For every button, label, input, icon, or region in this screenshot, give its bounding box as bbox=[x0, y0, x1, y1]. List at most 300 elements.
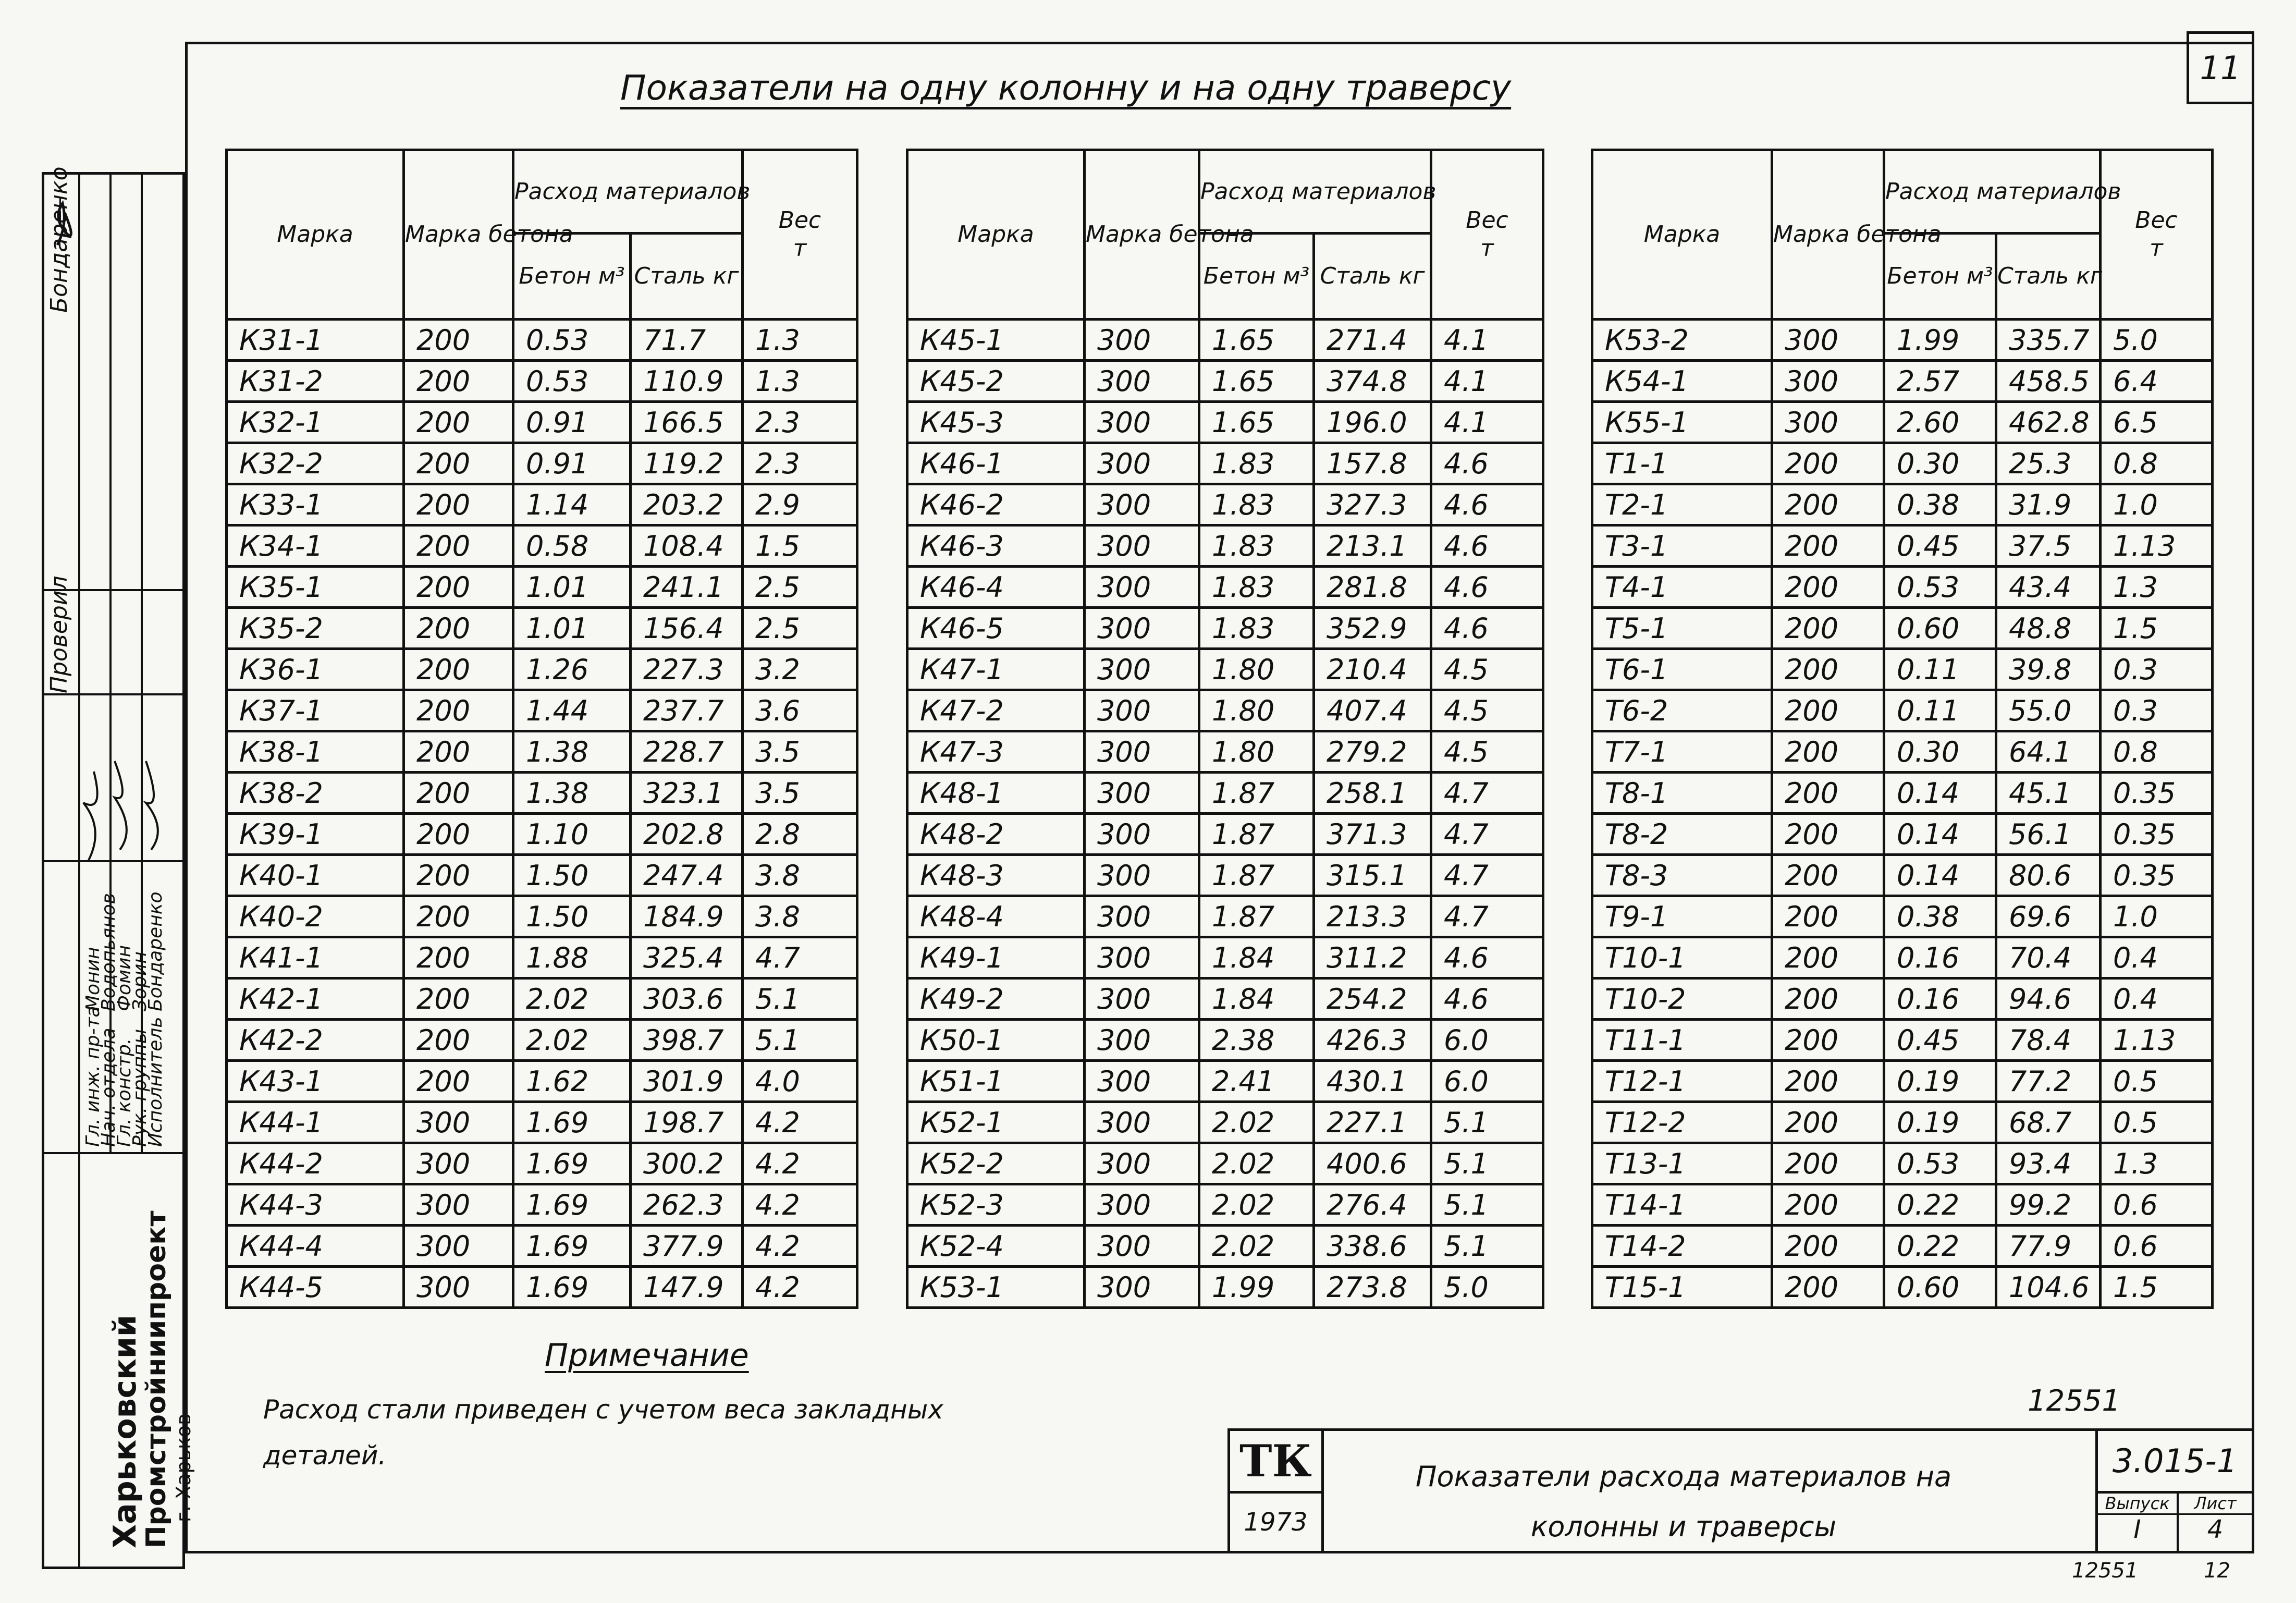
cell-marka-betona: 300 bbox=[1085, 1020, 1199, 1061]
cell-beton: 1.38 bbox=[513, 773, 631, 814]
cell-marka: К38-2 bbox=[227, 773, 404, 814]
table-row bbox=[227, 855, 857, 896]
cell-marka: К46-4 bbox=[907, 567, 1085, 608]
cell-ves: 4.6 bbox=[1431, 937, 1543, 978]
header-marka: Марка bbox=[227, 150, 404, 320]
cell-marka: К44-1 bbox=[227, 1102, 404, 1143]
cell-marka-betona: 200 bbox=[1772, 978, 1884, 1020]
header-marka: Марка bbox=[1592, 150, 1772, 320]
name-1: Монин bbox=[82, 947, 104, 1011]
cell-marka-betona: 300 bbox=[1085, 1226, 1199, 1267]
cell-ves: 3.8 bbox=[743, 855, 857, 896]
cell-beton: 2.02 bbox=[513, 978, 631, 1020]
cell-beton: 1.87 bbox=[1199, 855, 1314, 896]
cell-ves: 2.3 bbox=[743, 402, 857, 443]
cell-marka: К49-2 bbox=[907, 978, 1085, 1020]
cell-ves: 4.7 bbox=[743, 937, 857, 978]
cell-marka-betona: 200 bbox=[1772, 937, 1884, 978]
cell-stal: 55.0 bbox=[1996, 690, 2101, 731]
cell-stal: 327.3 bbox=[1314, 484, 1431, 525]
role-4: Рук. группы bbox=[129, 1029, 151, 1147]
cell-marka-betona: 200 bbox=[404, 690, 513, 731]
header-stal: Сталь кг bbox=[1314, 234, 1431, 320]
cell-beton: 1.62 bbox=[513, 1061, 631, 1102]
cell-marka: К52-2 bbox=[907, 1143, 1085, 1184]
cell-beton: 1.80 bbox=[1199, 690, 1314, 731]
page-title: Показатели на одну колонну и на одну траверсу bbox=[620, 68, 1512, 108]
cell-ves: 5.0 bbox=[2101, 320, 2213, 361]
stamp-logo: ТК bbox=[1230, 1431, 1324, 1494]
cell-ves: 4.6 bbox=[1431, 978, 1543, 1020]
cell-beton: 1.01 bbox=[513, 567, 631, 608]
cell-stal: 374.8 bbox=[1314, 361, 1431, 402]
cell-ves: 4.7 bbox=[1431, 855, 1543, 896]
cell-marka: К35-2 bbox=[227, 608, 404, 649]
table-row bbox=[1592, 731, 2213, 773]
cell-marka-betona: 200 bbox=[1772, 1226, 1884, 1267]
cell-ves: 3.5 bbox=[743, 731, 857, 773]
cell-marka: К31-1 bbox=[227, 320, 404, 361]
cell-stal: 227.3 bbox=[631, 649, 743, 690]
cell-beton: 2.60 bbox=[1884, 402, 1996, 443]
header-raskhod: Расход материалов bbox=[1884, 150, 2101, 234]
cell-marka: К44-3 bbox=[227, 1184, 404, 1226]
cell-marka: Т4-1 bbox=[1592, 567, 1772, 608]
cell-marka-betona: 300 bbox=[1085, 320, 1199, 361]
cell-ves: 2.9 bbox=[743, 484, 857, 525]
cell-marka: Т14-2 bbox=[1592, 1226, 1772, 1267]
cell-beton: 1.83 bbox=[1199, 608, 1314, 649]
table-row bbox=[907, 525, 1543, 567]
table-row bbox=[907, 443, 1543, 484]
cell-beton: 0.60 bbox=[1884, 1267, 1996, 1308]
cell-ves: 1.13 bbox=[2101, 525, 2213, 567]
cell-marka: Т1-1 bbox=[1592, 443, 1772, 484]
cell-ves: 2.3 bbox=[743, 443, 857, 484]
cell-marka-betona: 300 bbox=[1085, 731, 1199, 773]
sidebar-title-block bbox=[42, 166, 195, 1569]
cell-stal: 281.8 bbox=[1314, 567, 1431, 608]
cell-ves: 0.3 bbox=[2101, 649, 2213, 690]
cell-marka: К47-3 bbox=[907, 731, 1085, 773]
cell-marka-betona: 200 bbox=[1772, 1184, 1884, 1226]
cell-marka-betona: 300 bbox=[1085, 361, 1199, 402]
cell-stal: 430.1 bbox=[1314, 1061, 1431, 1102]
cell-marka-betona: 300 bbox=[1085, 1143, 1199, 1184]
cell-marka-betona: 300 bbox=[1772, 402, 1884, 443]
cell-ves: 0.4 bbox=[2101, 937, 2213, 978]
table-row bbox=[1592, 525, 2213, 567]
table-row bbox=[227, 402, 857, 443]
table-row bbox=[907, 320, 1543, 361]
checker-name: Бондаренко bbox=[46, 166, 72, 313]
materials-table-3 bbox=[1591, 149, 2214, 1309]
stamp-year: 1973 bbox=[1230, 1494, 1324, 1551]
header-ves: Вес т bbox=[743, 150, 857, 320]
header-marka-betona: Марка бетона bbox=[1085, 150, 1199, 320]
cell-stal: 70.4 bbox=[1996, 937, 2101, 978]
table-row bbox=[907, 567, 1543, 608]
cell-stal: 39.8 bbox=[1996, 649, 2101, 690]
header-ves: Вес т bbox=[2101, 150, 2213, 320]
cell-marka: К31-2 bbox=[227, 361, 404, 402]
cell-beton: 1.44 bbox=[513, 690, 631, 731]
cell-ves: 1.13 bbox=[2101, 1020, 2213, 1061]
cell-stal: 77.2 bbox=[1996, 1061, 2101, 1102]
cell-marka-betona: 200 bbox=[404, 937, 513, 978]
table-row bbox=[907, 896, 1543, 937]
list-value: 4 bbox=[2207, 1515, 2224, 1544]
cell-stal: 94.6 bbox=[1996, 978, 2101, 1020]
cell-ves: 1.0 bbox=[2101, 484, 2213, 525]
cell-marka: Т8-1 bbox=[1592, 773, 1772, 814]
cell-marka: К45-1 bbox=[907, 320, 1085, 361]
cell-ves: 0.6 bbox=[2101, 1226, 2213, 1267]
cell-marka: Т14-1 bbox=[1592, 1184, 1772, 1226]
cell-beton: 2.57 bbox=[1884, 361, 1996, 402]
cell-stal: 43.4 bbox=[1996, 567, 2101, 608]
table-row bbox=[907, 608, 1543, 649]
table-row bbox=[1592, 896, 2213, 937]
cell-marka: Т12-2 bbox=[1592, 1102, 1772, 1143]
cell-marka: К53-1 bbox=[907, 1267, 1085, 1308]
cell-marka: Т13-1 bbox=[1592, 1143, 1772, 1184]
cell-ves: 0.8 bbox=[2101, 731, 2213, 773]
cell-stal: 247.4 bbox=[631, 855, 743, 896]
cell-stal: 273.8 bbox=[1314, 1267, 1431, 1308]
cell-stal: 202.8 bbox=[631, 814, 743, 855]
cell-marka-betona: 200 bbox=[404, 402, 513, 443]
cell-stal: 25.3 bbox=[1996, 443, 2101, 484]
cell-stal: 64.1 bbox=[1996, 731, 2101, 773]
cell-stal: 166.5 bbox=[631, 402, 743, 443]
cell-marka: К46-3 bbox=[907, 525, 1085, 567]
cell-beton: 0.16 bbox=[1884, 978, 1996, 1020]
cell-stal: 400.6 bbox=[1314, 1143, 1431, 1184]
table-row bbox=[227, 320, 857, 361]
cell-ves: 4.2 bbox=[743, 1184, 857, 1226]
cell-marka-betona: 300 bbox=[1085, 649, 1199, 690]
table-row bbox=[1592, 1143, 2213, 1184]
cell-beton: 1.99 bbox=[1199, 1267, 1314, 1308]
cell-beton: 2.38 bbox=[1199, 1020, 1314, 1061]
cell-ves: 5.1 bbox=[1431, 1226, 1543, 1267]
cell-marka-betona: 200 bbox=[404, 896, 513, 937]
cell-ves: 1.5 bbox=[2101, 608, 2213, 649]
cell-marka: К52-4 bbox=[907, 1226, 1085, 1267]
cell-marka-betona: 200 bbox=[1772, 608, 1884, 649]
table-row bbox=[907, 855, 1543, 896]
cell-marka-betona: 300 bbox=[1085, 814, 1199, 855]
cell-marka-betona: 200 bbox=[1772, 525, 1884, 567]
table-row bbox=[1592, 937, 2213, 978]
cell-ves: 3.8 bbox=[743, 896, 857, 937]
cell-beton: 1.88 bbox=[513, 937, 631, 978]
cell-marka-betona: 200 bbox=[404, 525, 513, 567]
cell-beton: 0.53 bbox=[1884, 567, 1996, 608]
header-raskhod: Расход материалов bbox=[1199, 150, 1431, 234]
cell-stal: 77.9 bbox=[1996, 1226, 2101, 1267]
cell-marka: К42-1 bbox=[227, 978, 404, 1020]
cell-marka-betona: 200 bbox=[404, 484, 513, 525]
cell-marka-betona: 200 bbox=[404, 814, 513, 855]
cell-marka-betona: 200 bbox=[404, 855, 513, 896]
cell-marka-betona: 200 bbox=[404, 1061, 513, 1102]
cell-marka: К50-1 bbox=[907, 1020, 1085, 1061]
cell-stal: 99.2 bbox=[1996, 1184, 2101, 1226]
cell-beton: 1.26 bbox=[513, 649, 631, 690]
table-row bbox=[1592, 608, 2213, 649]
cell-marka-betona: 300 bbox=[1085, 1184, 1199, 1226]
table-row bbox=[227, 1226, 857, 1267]
table-row bbox=[1592, 1061, 2213, 1102]
cell-marka-betona: 300 bbox=[1085, 978, 1199, 1020]
check-label: Проверил bbox=[46, 576, 72, 693]
cell-ves: 0.8 bbox=[2101, 443, 2213, 484]
cell-marka-betona: 300 bbox=[1085, 525, 1199, 567]
cell-beton: 0.11 bbox=[1884, 649, 1996, 690]
table-row bbox=[1592, 978, 2213, 1020]
cell-marka: К44-4 bbox=[227, 1226, 404, 1267]
header-marka: Марка bbox=[907, 150, 1085, 320]
table-row bbox=[227, 1267, 857, 1308]
table-row bbox=[227, 1020, 857, 1061]
cell-stal: 213.3 bbox=[1314, 896, 1431, 937]
table-row bbox=[227, 649, 857, 690]
cell-beton: 1.65 bbox=[1199, 402, 1314, 443]
cell-beton: 0.53 bbox=[1884, 1143, 1996, 1184]
cell-beton: 1.87 bbox=[1199, 773, 1314, 814]
header-stal: Сталь кг bbox=[1996, 234, 2101, 320]
cell-marka: К53-2 bbox=[1592, 320, 1772, 361]
signatures bbox=[42, 172, 185, 1152]
cell-marka-betona: 300 bbox=[404, 1267, 513, 1308]
cell-stal: 69.6 bbox=[1996, 896, 2101, 937]
cell-beton: 1.69 bbox=[513, 1102, 631, 1143]
cell-beton: 0.11 bbox=[1884, 690, 1996, 731]
cell-ves: 1.3 bbox=[743, 320, 857, 361]
header-ves: Вес т bbox=[1431, 150, 1543, 320]
cell-ves: 4.2 bbox=[743, 1267, 857, 1308]
cell-ves: 4.6 bbox=[1431, 525, 1543, 567]
cell-ves: 4.5 bbox=[1431, 649, 1543, 690]
cell-stal: 93.4 bbox=[1996, 1143, 2101, 1184]
cell-ves: 1.0 bbox=[2101, 896, 2213, 937]
cell-marka: К52-1 bbox=[907, 1102, 1085, 1143]
cell-beton: 1.65 bbox=[1199, 361, 1314, 402]
cell-marka-betona: 300 bbox=[404, 1226, 513, 1267]
table-row bbox=[1592, 443, 2213, 484]
cell-stal: 68.7 bbox=[1996, 1102, 2101, 1143]
cell-beton: 1.69 bbox=[513, 1143, 631, 1184]
cell-ves: 1.5 bbox=[743, 525, 857, 567]
cell-ves: 5.1 bbox=[743, 1020, 857, 1061]
table-row bbox=[1592, 1226, 2213, 1267]
name-3: Фомин bbox=[114, 945, 135, 1011]
table-row bbox=[227, 896, 857, 937]
cell-beton: 0.14 bbox=[1884, 814, 1996, 855]
cell-stal: 279.2 bbox=[1314, 731, 1431, 773]
cell-marka-betona: 300 bbox=[1772, 320, 1884, 361]
cell-beton: 0.53 bbox=[513, 320, 631, 361]
cell-marka-betona: 300 bbox=[1085, 443, 1199, 484]
cell-stal: 315.1 bbox=[1314, 855, 1431, 896]
cell-marka: К42-2 bbox=[227, 1020, 404, 1061]
cell-beton: 0.60 bbox=[1884, 608, 1996, 649]
table-row bbox=[907, 690, 1543, 731]
table-row bbox=[227, 773, 857, 814]
table-row bbox=[227, 361, 857, 402]
cell-beton: 1.83 bbox=[1199, 567, 1314, 608]
header-marka-betona: Марка бетона bbox=[404, 150, 513, 320]
cell-marka-betona: 300 bbox=[404, 1143, 513, 1184]
cell-marka: К48-3 bbox=[907, 855, 1085, 896]
cell-marka-betona: 200 bbox=[1772, 1267, 1884, 1308]
cell-marka: К45-3 bbox=[907, 402, 1085, 443]
cell-beton: 1.84 bbox=[1199, 937, 1314, 978]
role-1: Гл. инж. пр-та bbox=[82, 1006, 104, 1147]
cell-marka-betona: 300 bbox=[1085, 1061, 1199, 1102]
table-row bbox=[1592, 567, 2213, 608]
role-5: Исполнитель bbox=[145, 1017, 166, 1147]
cell-marka-betona: 300 bbox=[1085, 484, 1199, 525]
cell-marka: К32-1 bbox=[227, 402, 404, 443]
org-line-1: Харьковский bbox=[107, 1315, 143, 1548]
table-row bbox=[907, 649, 1543, 690]
cell-ves: 0.5 bbox=[2101, 1102, 2213, 1143]
cell-marka: К44-5 bbox=[227, 1267, 404, 1308]
cell-stal: 213.1 bbox=[1314, 525, 1431, 567]
cell-marka-betona: 300 bbox=[1772, 361, 1884, 402]
cell-ves: 1.3 bbox=[2101, 1143, 2213, 1184]
cell-marka: Т5-1 bbox=[1592, 608, 1772, 649]
table-row bbox=[227, 1143, 857, 1184]
vypusk-value: I bbox=[2133, 1515, 2141, 1544]
cell-ves: 5.1 bbox=[1431, 1184, 1543, 1226]
table-row bbox=[907, 361, 1543, 402]
cell-ves: 4.1 bbox=[1431, 361, 1543, 402]
cell-marka: К35-1 bbox=[227, 567, 404, 608]
table-row bbox=[1592, 814, 2213, 855]
cell-marka: Т11-1 bbox=[1592, 1020, 1772, 1061]
cell-stal: 71.7 bbox=[631, 320, 743, 361]
header-stal: Сталь кг bbox=[631, 234, 743, 320]
cell-beton: 2.02 bbox=[1199, 1102, 1314, 1143]
cell-ves: 4.7 bbox=[1431, 896, 1543, 937]
cell-beton: 1.80 bbox=[1199, 731, 1314, 773]
cell-stal: 426.3 bbox=[1314, 1020, 1431, 1061]
cell-marka-betona: 200 bbox=[1772, 484, 1884, 525]
cell-stal: 110.9 bbox=[631, 361, 743, 402]
org-line-2: Промстройниипроект bbox=[141, 1210, 172, 1548]
cell-beton: 0.38 bbox=[1884, 484, 1996, 525]
cell-ves: 2.8 bbox=[743, 814, 857, 855]
cell-ves: 4.1 bbox=[1431, 402, 1543, 443]
table-row bbox=[907, 937, 1543, 978]
cell-ves: 4.5 bbox=[1431, 690, 1543, 731]
cell-beton: 0.91 bbox=[513, 402, 631, 443]
cell-beton: 0.19 bbox=[1884, 1061, 1996, 1102]
cell-ves: 5.1 bbox=[1431, 1143, 1543, 1184]
cell-ves: 1.5 bbox=[2101, 1267, 2213, 1308]
name-5: Бондаренко bbox=[145, 891, 166, 1011]
cell-marka: К48-2 bbox=[907, 814, 1085, 855]
cell-marka-betona: 200 bbox=[1772, 896, 1884, 937]
cell-marka-betona: 200 bbox=[1772, 443, 1884, 484]
cell-marka-betona: 300 bbox=[1085, 896, 1199, 937]
cell-beton: 1.87 bbox=[1199, 814, 1314, 855]
cell-marka-betona: 200 bbox=[1772, 773, 1884, 814]
cell-marka: К34-1 bbox=[227, 525, 404, 567]
cell-stal: 157.8 bbox=[1314, 443, 1431, 484]
cell-stal: 262.3 bbox=[631, 1184, 743, 1226]
list-label: Лист bbox=[2179, 1494, 2252, 1515]
cell-stal: 119.2 bbox=[631, 443, 743, 484]
org-line-3: г. Харьков bbox=[172, 1413, 195, 1522]
cell-stal: 325.4 bbox=[631, 937, 743, 978]
document-number: 12551 bbox=[2028, 1384, 2121, 1418]
cell-marka: К43-1 bbox=[227, 1061, 404, 1102]
cell-beton: 0.19 bbox=[1884, 1102, 1996, 1143]
cell-stal: 198.7 bbox=[631, 1102, 743, 1143]
vypusk-label: Выпуск bbox=[2098, 1494, 2177, 1515]
cell-marka: К48-4 bbox=[907, 896, 1085, 937]
table-row bbox=[907, 402, 1543, 443]
cell-marka: Т2-1 bbox=[1592, 484, 1772, 525]
cell-marka-betona: 300 bbox=[1085, 937, 1199, 978]
cell-marka: Т3-1 bbox=[1592, 525, 1772, 567]
cell-beton: 1.99 bbox=[1884, 320, 1996, 361]
role-2: Нач. отдела bbox=[98, 1027, 119, 1147]
cell-stal: 78.4 bbox=[1996, 1020, 2101, 1061]
table-row bbox=[907, 1143, 1543, 1184]
title-stamp bbox=[1227, 1428, 2254, 1553]
cell-stal: 184.9 bbox=[631, 896, 743, 937]
table-row bbox=[907, 773, 1543, 814]
cell-marka: Т6-2 bbox=[1592, 690, 1772, 731]
header-beton: Бетон м³ bbox=[1884, 234, 1996, 320]
cell-marka: К40-1 bbox=[227, 855, 404, 896]
cell-stal: 301.9 bbox=[631, 1061, 743, 1102]
table-row bbox=[907, 1226, 1543, 1267]
table-row bbox=[907, 1020, 1543, 1061]
table-row bbox=[227, 690, 857, 731]
cell-marka-betona: 200 bbox=[404, 320, 513, 361]
cell-beton: 0.58 bbox=[513, 525, 631, 567]
cell-marka: Т15-1 bbox=[1592, 1267, 1772, 1308]
cell-stal: 227.1 bbox=[1314, 1102, 1431, 1143]
cell-marka-betona: 200 bbox=[404, 1020, 513, 1061]
cell-ves: 4.6 bbox=[1431, 484, 1543, 525]
table-row bbox=[227, 608, 857, 649]
cell-marka-betona: 200 bbox=[1772, 1102, 1884, 1143]
page-number: 11 bbox=[2187, 31, 2254, 104]
table-row bbox=[907, 1061, 1543, 1102]
cell-ves: 4.2 bbox=[743, 1102, 857, 1143]
name-2: Водопьянов bbox=[98, 893, 119, 1011]
cell-stal: 300.2 bbox=[631, 1143, 743, 1184]
table-row bbox=[227, 1184, 857, 1226]
cell-ves: 4.1 bbox=[1431, 320, 1543, 361]
table-row bbox=[1592, 1020, 2213, 1061]
cell-stal: 398.7 bbox=[631, 1020, 743, 1061]
cell-beton: 1.65 bbox=[1199, 320, 1314, 361]
cell-ves: 1.3 bbox=[2101, 567, 2213, 608]
cell-marka: К47-2 bbox=[907, 690, 1085, 731]
table-row bbox=[907, 484, 1543, 525]
cell-stal: 407.4 bbox=[1314, 690, 1431, 731]
table-row bbox=[1592, 1184, 2213, 1226]
